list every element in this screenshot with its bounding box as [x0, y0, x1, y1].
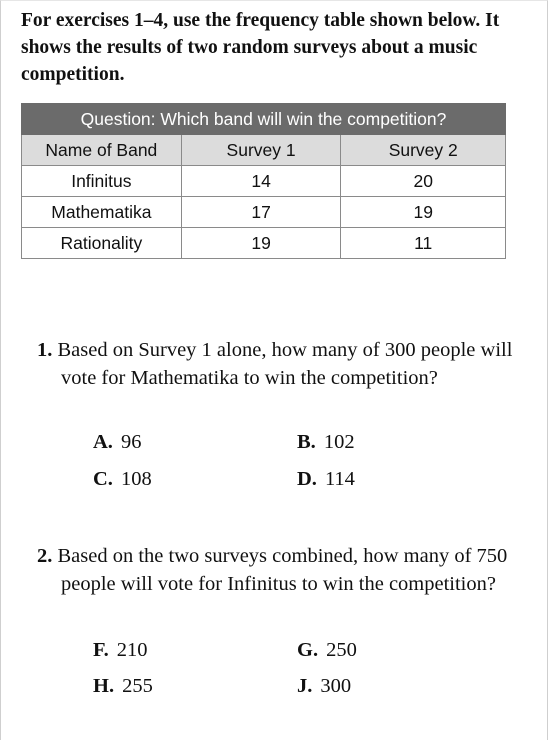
- survey-2-cell: 19: [341, 197, 506, 228]
- answer-choice-h[interactable]: H. 255: [93, 675, 153, 697]
- question-number: 1.: [37, 339, 53, 361]
- table-row: [22, 166, 506, 197]
- survey-1-cell: 19: [181, 228, 341, 259]
- answer-choice-a[interactable]: A. 96: [93, 431, 142, 453]
- table-row: [22, 228, 506, 259]
- table-row: [22, 197, 506, 228]
- answer-choice-g[interactable]: G. 250: [297, 639, 357, 661]
- table-header-row: [22, 135, 506, 166]
- column-header-band: Name of Band: [22, 135, 182, 166]
- question-text: Based on the two surveys combined, how many of 750 people will vote for Infinitus to win the competition?: [57, 545, 508, 595]
- answer-choice-d[interactable]: D. 114: [297, 468, 355, 490]
- frequency-table: [21, 103, 506, 259]
- question-number: 2.: [37, 545, 53, 567]
- survey-1-cell: 14: [181, 166, 341, 197]
- column-header-survey-1: Survey 1: [181, 135, 341, 166]
- survey-2-cell: 20: [341, 166, 506, 197]
- exercise-instructions: For exercises 1–4, use the frequency table shown below. It shows the results of two random surveys about a music competition.: [21, 10, 500, 85]
- question-1: [37, 337, 517, 392]
- band-name-cell: Mathematika: [22, 197, 182, 228]
- survey-2-cell: 11: [341, 228, 506, 259]
- question-text: Based on Survey 1 alone, how many of 300 people will vote for Mathematika to win the competition?: [57, 339, 513, 389]
- table-caption: Question: Which band will win the competition?: [22, 104, 506, 135]
- survey-1-cell: 17: [181, 197, 341, 228]
- answer-choice-f[interactable]: F. 210: [93, 639, 148, 661]
- question-2: [37, 543, 517, 598]
- band-name-cell: Rationality: [22, 228, 182, 259]
- column-header-survey-2: Survey 2: [341, 135, 506, 166]
- table-caption-row: [22, 104, 506, 135]
- answer-choice-b[interactable]: B. 102: [297, 431, 355, 453]
- band-name-cell: Infinitus: [22, 166, 182, 197]
- answer-choice-c[interactable]: C. 108: [93, 468, 152, 490]
- answer-choice-j[interactable]: J. 300: [297, 675, 352, 697]
